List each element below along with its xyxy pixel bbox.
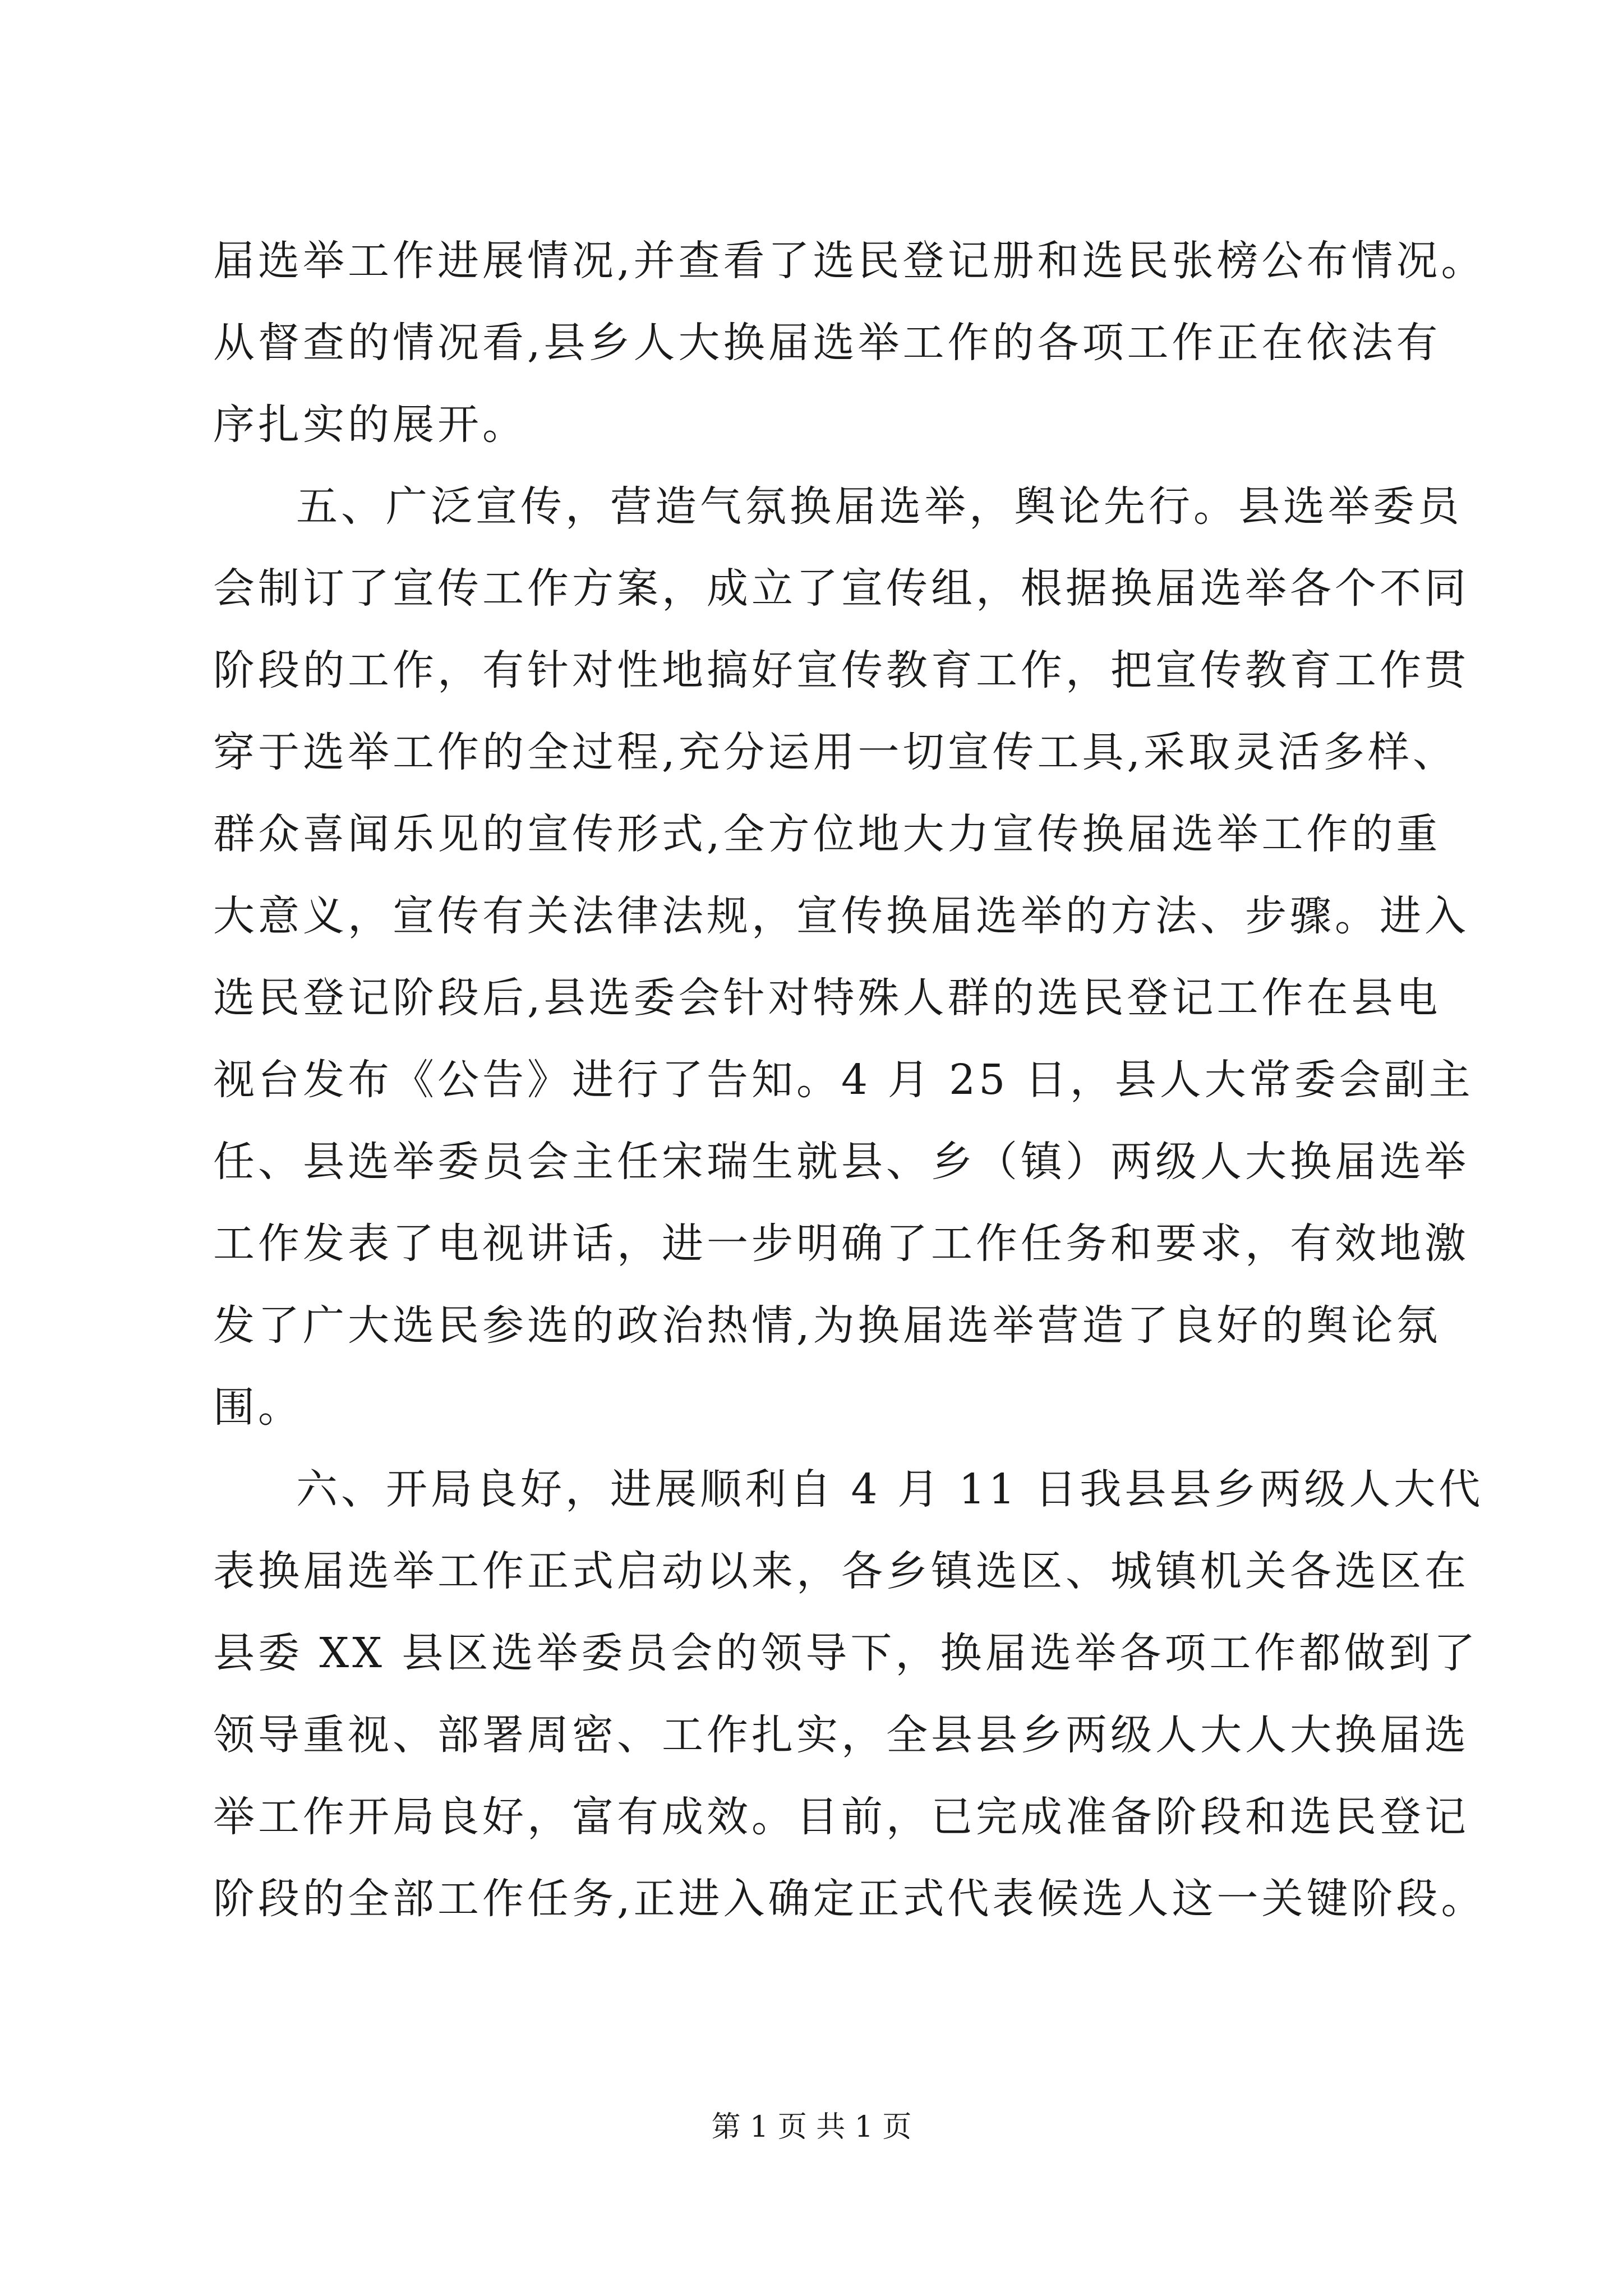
text-line: 届选举工作进展情况,并查看了选民登记册和选民张榜公布情况。 (213, 237, 1486, 285)
text-line: 会制订了宣传工作方案，成立了宣传组，根据换届选举各个不同 (213, 564, 1469, 613)
text-line: 穿于选举工作的全过程,充分运用一切宣传工具,采取灵活多样、 (213, 728, 1458, 776)
text-line: 围。 (213, 1383, 303, 1432)
text-line: 表换届选举工作正式启动以来，各乡镇选区、城镇机关各选区在 (213, 1547, 1469, 1595)
text-line: 发了广大选民参选的政治热情,为换届选举营造了良好的舆论氛 (213, 1301, 1441, 1350)
text-line: 群众喜闻乐见的宣传形式,全方位地大力宣传换届选举工作的重 (213, 810, 1441, 858)
text-line: 序扎实的展开。 (213, 401, 527, 449)
text-line: 阶段的全部工作任务,正进入确定正式代表候选人这一关键阶段。 (213, 1875, 1486, 1923)
text-line: 举工作开局良好，富有成效。目前，已完成准备阶段和选民登记 (213, 1793, 1469, 1841)
text-line: 任、县选举委员会主任宋瑞生就县、乡（镇）两级人大换届选举 (213, 1138, 1469, 1186)
text-line: 选民登记阶段后,县选委会针对特殊人群的选民登记工作在县电 (213, 974, 1441, 1022)
text-line: 从督查的情况看,县乡人大换届选举工作的各项工作正在依法有 (213, 319, 1441, 367)
page-number-footer: 第 1 页 共 1 页 (711, 2110, 912, 2144)
paragraph-6-heading-line: 六、开局良好，进展顺利自 4 月 11 日我县县乡两级人大代 (296, 1465, 1484, 1513)
text-line: 阶段的工作，有针对性地搞好宣传教育工作，把宣传教育工作贯 (213, 646, 1469, 694)
text-line: 大意义，宣传有关法律法规，宣传换届选举的方法、步骤。进入 (213, 892, 1469, 940)
text-line: 领导重视、部署周密、工作扎实，全县县乡两级人大人大换届选 (213, 1711, 1469, 1759)
text-line: 工作发表了电视讲话，进一步明确了工作任务和要求，有效地激 (213, 1220, 1469, 1268)
paragraph-5-heading-line: 五、广泛宣传，营造气氛换届选举，舆论先行。县选举委员 (296, 482, 1463, 531)
text-line: 县委 XX 县区选举委员会的领导下，换届选举各项工作都做到了 (213, 1629, 1479, 1677)
text-line: 视台发布《公告》进行了告知。4 月 25 日，县人大常委会副主 (213, 1056, 1474, 1104)
